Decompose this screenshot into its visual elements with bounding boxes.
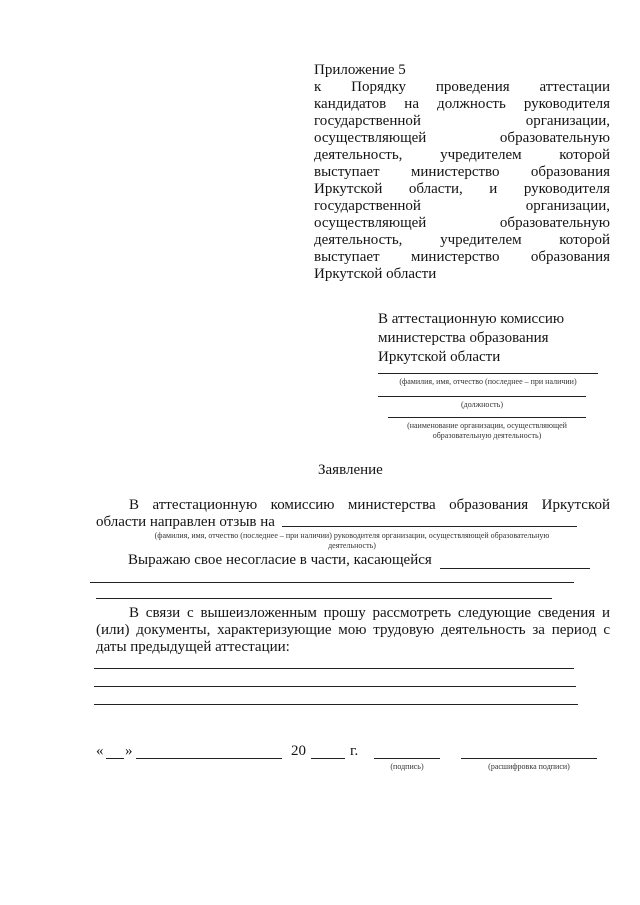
organization-field-line[interactable] [388,417,586,418]
disagreement-text: Выражаю свое несогласие в части, касающейся [128,552,432,568]
appendix-block [314,62,610,283]
signature-field[interactable] [374,758,440,759]
name-field-line[interactable] [378,373,598,374]
date-year-field[interactable] [311,758,345,759]
signature-decoding-hint: (расшифровка подписи) [488,762,570,771]
paragraph-line: В связи с вышеизложенным прошу рассмотреть следующие сведения и [129,605,610,621]
paragraph-line: В аттестационную комиссию министерства образования Иркутской [129,497,610,513]
review-subject-hint-1: (фамилия, имя, отчество (последнее – при наличии) руководителя организации, осуществляющей образовательную [154,531,550,540]
appendix-line: к Порядку проведения аттестации [314,79,610,95]
signature-decoding-field[interactable] [461,758,597,759]
position-field-line[interactable] [378,396,586,397]
appendix-line: осуществляющей образовательную [314,130,610,146]
appendix-line: государственной организации, [314,198,610,214]
addressee-line: министерства образования [378,330,549,346]
document-title: Заявление [318,462,383,478]
date-month-field[interactable] [136,758,282,759]
review-subject-field-line[interactable] [282,526,577,527]
paragraph-line: даты предыдущей аттестации: [96,639,290,655]
documents-field-line-3[interactable] [94,704,578,705]
disagreement-continuation-line-2[interactable] [96,598,552,599]
signature-hint: (подпись) [390,762,424,771]
review-subject-hint-2: деятельность) [328,541,376,550]
appendix-line: выступает министерство образования [314,249,610,265]
documents-field-line-2[interactable] [94,686,576,687]
documents-field-line-1[interactable] [94,668,574,669]
appendix-line: государственной организации, [314,113,610,129]
organization-field-hint-1: (наименование организации, осуществляющей [407,421,567,430]
date-year-suffix: г. [350,743,359,759]
appendix-line: деятельность, учредителем которой [314,232,610,248]
organization-field-hint-2: образовательную деятельность) [432,431,542,440]
addressee-block [378,310,618,367]
paragraph-line: области направлен отзыв на [96,514,275,530]
position-field-hint: (должность) [461,400,503,409]
appendix-line: Приложение 5 [314,62,406,78]
paragraph-line: (или) документы, характеризующие мою трудовую деятельность за период с [96,622,610,638]
name-field-hint: (фамилия, имя, отчество (последнее – при наличии) [399,377,577,386]
appendix-line: Иркутской области, и руководителя [314,181,610,197]
appendix-line: выступает министерство образования [314,164,610,180]
appendix-line: деятельность, учредителем которой [314,147,610,163]
date-quote-close: » [125,743,133,759]
disagreement-continuation-line[interactable] [90,582,574,583]
addressee-line: В аттестационную комиссию [378,311,565,327]
appendix-line: Иркутской области [314,266,437,282]
addressee-line: Иркутской области [378,349,501,365]
statement-paragraph-3 [96,605,610,656]
date-day-field[interactable] [106,758,124,759]
disagreement-field-line[interactable] [440,568,590,569]
date-year-prefix: 20 [291,743,306,759]
appendix-line: осуществляющей образовательную [314,215,610,231]
date-quote-open: « [96,743,104,759]
appendix-line: кандидатов на должность руководителя [314,96,610,112]
